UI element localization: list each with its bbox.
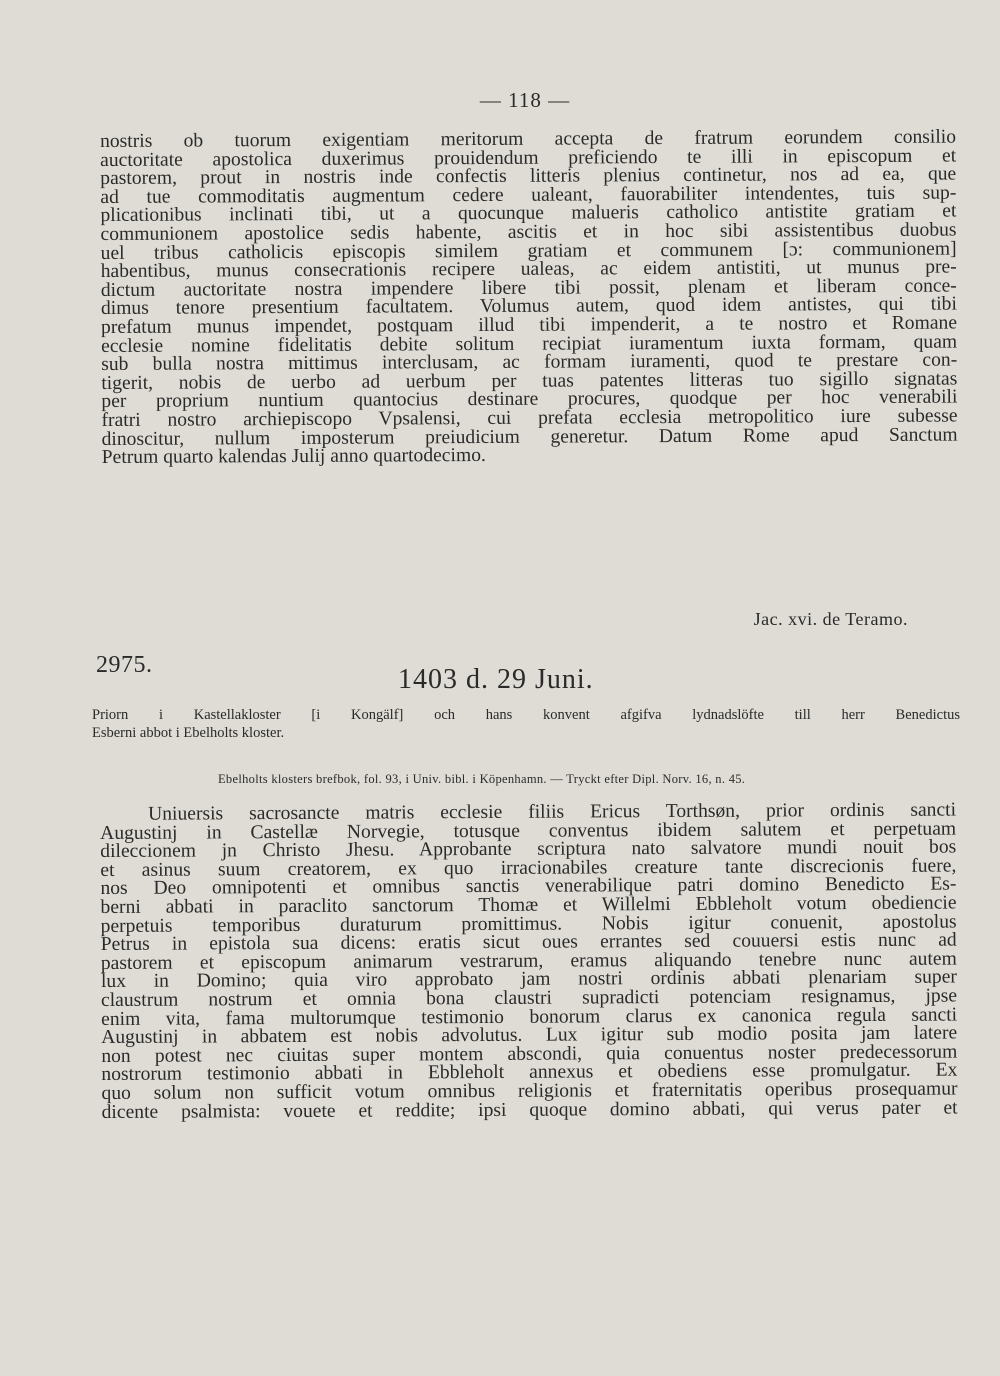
- text-line: dimus tenore presentium facultatem. Volumus autem, quod idem antistes, qui tibi: [100, 293, 957, 320]
- text-line: dicente psalmista: vouete et reddite; ipsi quoque domino abbati, qui verus pater et: [101, 1097, 958, 1123]
- text-line: dictum auctoritate nostra impendere libere tibi possit, plenam et liberam conce-: [100, 275, 957, 301]
- text-line: lux in Domino; quia viro approbato jam nostri ordinis abbati plenariam super: [100, 966, 957, 993]
- text-line: perpetuis temporibus duraturum promittimus. Nobis igitur conuenit, apostolus: [100, 911, 957, 937]
- text-line: fratri nostro archiepiscopo Vpsalensi, cui prefata ecclesia metropolitico iure subesse: [101, 405, 958, 431]
- text-line: pastorem, prout in nostris inde confectis litteris plenius continetur, nos ad ea, que: [100, 163, 957, 190]
- text-line: ad tue commoditatis augmentum cedere ualeant, fauorabiliter intendentes, tuis sup-: [100, 182, 957, 208]
- letter-body-paragraph: [100, 799, 958, 1123]
- letter-end-paragraph: [99, 126, 958, 469]
- text-line: plicationibus inclinati tibi, ut a quocunque malueris catholico antistite gratiam et: [100, 200, 957, 227]
- text-line: Petrum quarto kalendas Julij anno quartodecimo.: [101, 445, 486, 469]
- document-summary: [92, 706, 960, 742]
- text-line: nostrorum testimonio abbati in Ebbleholt annexus et obediens esse promulgatur. Ex: [101, 1059, 958, 1086]
- text-line: nostris ob tuorum exigentiam meritorum accepta de fratrum eorundem consilio: [99, 126, 957, 152]
- text-line: uel tribus catholicis episcopis similem gratiam et communem [ɔ: communionem]: [100, 238, 957, 264]
- document-date: 1403 d. 29 Juni.: [398, 664, 594, 695]
- text-line: per proprium nuntium quantocius destinare procures, quodque per hoc venerabili: [101, 386, 958, 413]
- text-line: Uniuersis sacrosancte matris ecclesie filiis Ericus Torthsøn, prior ordinis sancti: [147, 799, 957, 825]
- text-line: dinoscitur, nullum imposterum preiudicium generetur. Datum Rome apud Sanctum: [101, 424, 958, 450]
- text-line: auctoritate apostolica duxerimus prouidendum preficiendo te illi in episcopum et: [100, 145, 957, 171]
- text-line: et asinus suum creatorem, ex quo irracionabiles creature tante discrecionis fuere,: [100, 855, 957, 881]
- text-line: prefatum munus impendet, postquam illud tibi impenderit, a te nostro et Romane: [100, 312, 958, 338]
- text-line: claustrum nostrum et omnia bona claustri supradicti potenciam resignamus, jpse: [100, 985, 958, 1011]
- text-line: pastorem et episcopum animarum vestrarum, eramus aliquando tenebre nunc autem: [100, 948, 957, 974]
- source-note: Ebelholts klosters brefbok, fol. 93, i Univ. bibl. i Köpenhamn. — Tryckt efter Dipl. Norv. 16, n. 45.: [218, 772, 746, 786]
- text-line: non potest nec ciuitas super montem abscondi, quia conuentus noster predecessorum: [101, 1041, 958, 1067]
- text-line: sub bulla nostra mittimus interclusam, ac formam iuramenti, quod te prestare con-: [101, 349, 958, 376]
- text-line: ecclesie nomine fidelitatis debite solitum recipiat iuramentum iuxta formam, quam: [101, 331, 958, 357]
- document-number: 2975.: [96, 652, 153, 678]
- text-line: habentibus, munus consecrationis recipere ualeas, ac eidem antistiti, ut munus pre-: [100, 256, 957, 283]
- text-line: tigerit, nobis de uerbo ad uerbum per tuas patentes litteras tuo sigillo signatas: [101, 368, 958, 394]
- summary-line: Esberni abbot i Ebelholts kloster.: [92, 725, 285, 741]
- text-line: berni abbati in paraclito sanctorum Thomæ et Willelmi Ebbleholt votum obediencie: [100, 892, 957, 918]
- text-line: communionem apostolice sedis habente, ascitis et in hoc sibi assistentibus duobus: [100, 219, 957, 245]
- text-line: quo solum non sufficit votum omnibus religionis et fraternitatis operibus prosequamur: [101, 1078, 958, 1104]
- text-line: enim vita, fama multorumque testimonio bonorum clarus ex canonica regula sancti: [101, 1004, 958, 1030]
- signature: Jac. xvi. de Teramo.: [753, 609, 908, 629]
- summary-line: Priorn i Kastellakloster [i Kongälf] och hans konvent afgifva lydnadslöfte till herr Benedictus: [92, 707, 960, 723]
- text-line: dileccionem jn Christo Jhesu. Approbante scriptura nato salvatore mundi nouit bos: [100, 836, 957, 863]
- text-line: Petrus in epistola sua dicens: eratis sicut oues errantes sed couuersi estis nunc ad: [100, 929, 957, 956]
- text-line: nos Deo omnipotenti et omnibus sanctis venerabilique patri domino Benedicto Es-: [100, 873, 957, 900]
- page-number: — 118 —: [479, 88, 571, 112]
- text-line: Augustinj in Castellæ Norvegie, totusque conventus ibidem salutem et perpetuam: [100, 818, 957, 844]
- text-line: Augustinj in abbatem est nobis advolutus. Lux igitur sub modio posita jam latere: [101, 1022, 958, 1049]
